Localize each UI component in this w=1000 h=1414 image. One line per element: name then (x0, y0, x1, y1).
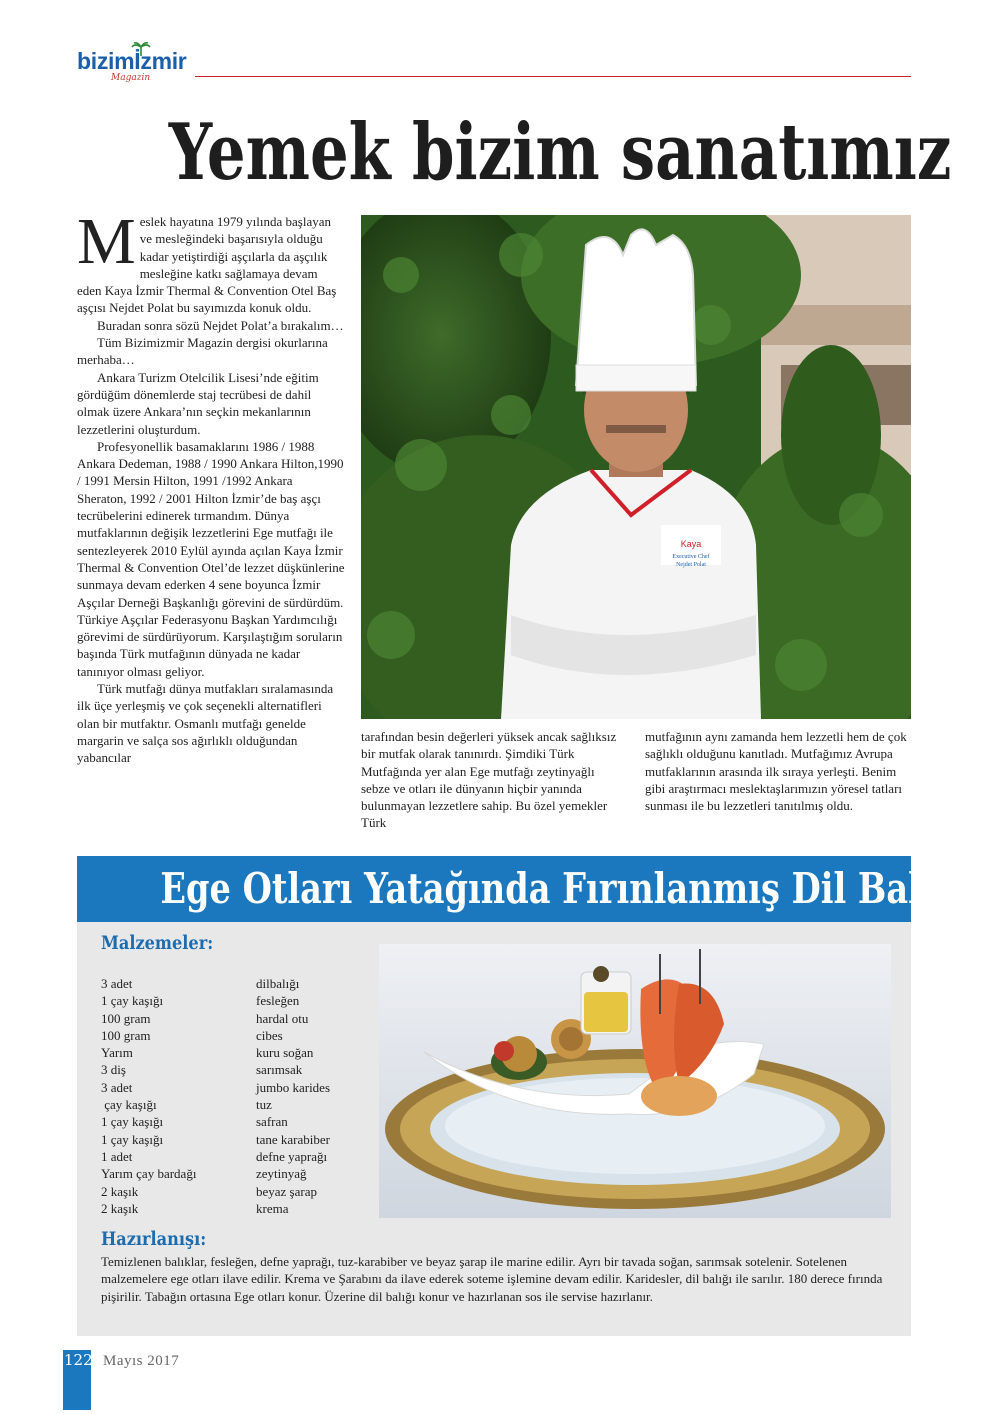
issue-date: Mayıs 2017 (103, 1353, 180, 1369)
ingredient-name: kuru soğan (256, 1045, 314, 1061)
ingredient-name: krema (256, 1200, 289, 1216)
article-paragraph: Tüm Bizimizmir Magazin dergisi okurlarına merhaba… (77, 335, 328, 368)
magazine-logo (77, 48, 197, 88)
ingredient-name: tane karabiber (256, 1131, 330, 1147)
article-paragraph: tarafından besin değerleri yüksek ancak sağlıksız bir mutfak olarak tanınırdı. Şimdiki Türk Mutfağında yer alan Ege mutfağı zeytinyağlı sebze ve otları ile dünyanın hiçbir yanında bulunmayan lezzetlere sahip. Bu özel yemekler Türk (361, 729, 617, 831)
article-column-right (645, 728, 911, 814)
page-number: 122 (64, 1351, 93, 1369)
logo-brand-text: bizimİzmir (77, 48, 187, 74)
article-paragraph: Meslek hayatına 1979 yılında başlayan ve mesleğindeki başarısıyla olduğu kadar yetiştirdiği aşçılarla da aşçılık mesleğine katkı sağlamaya devam eden Kaya İzmir Thermal & Convention Otel Baş aşçısı Nejdet Polat bu sayımızda konuk oldu. (77, 205, 337, 316)
ingredient-quantity: çay kaşığı (101, 1097, 157, 1113)
header-rule (195, 76, 911, 77)
ingredient-name: beyaz şarap (256, 1183, 317, 1199)
ingredient-quantities (101, 975, 251, 1217)
ingredient-quantity: Yarım (101, 1045, 133, 1061)
ingredient-quantity: 2 kaşık (101, 1200, 139, 1216)
ingredient-quantity: 3 adet (101, 976, 133, 991)
preparation-heading: Hazırlanışı: (101, 1228, 207, 1250)
ingredient-name: fesleğen (256, 993, 300, 1009)
chef-photo (361, 215, 911, 719)
ingredient-name: dilbalığı (256, 976, 300, 991)
ingredient-quantity: 1 çay kaşığı (101, 993, 164, 1009)
svg-text:Kaya: Kaya (680, 539, 702, 549)
article-paragraph: mutfağının aynı zamanda hem lezzetli hem de çok sağlıklı olduğunu kanıtladı. Mutfağımız Avrupa mutfaklarının arasında ilk sıraya yerleşti. Benim gibi araştırmacı meslektaşlarımızın yöresel tatları sunması ile bu lezzetleri tanıtılmış oldu. (645, 729, 907, 814)
article-title: Yemek bizim sanatımız (168, 107, 952, 198)
ingredient-name: hardal otu (256, 1010, 309, 1026)
ingredient-name: tuz (256, 1097, 272, 1113)
recipe-title: Ege Otları Yatağında Fırınlanmış Dil Balığı (160, 864, 970, 913)
ingredient-name: defne yaprağı (256, 1148, 328, 1164)
article-column-middle (361, 728, 621, 832)
ingredient-quantity: 1 adet (101, 1148, 133, 1164)
preparation-text: Temizlenen balıklar, fesleğen, defne yaprağı, tuz-karabiber ve beyaz şarap ile marine edilir. Ayrı bir tavada soğan, sarımsak sotelenir. Sotelenen malzemelere ege otları ilave edilir. Krema ve Şarabını da ilave ederek soteme işlemine devam edilir. Karidesler, dil balığı ile sarılır. 180 derece fırında pişirilir. Tabağın ortasına Ege otları konur. Üzerine dil balığı konur ve hazırlanan sos ile servise hazırlanır. (101, 1254, 883, 1304)
ingredient-name: cibes (256, 1027, 283, 1043)
ingredient-quantity: 2 kaşık (101, 1183, 139, 1199)
article-paragraph: Türk mutfağı dünya mutfakları sıralamasında ilk üçe yerleşmiş ve çok seçenekli alternatifleri olan bir mutfaktır. Osmanlı mutfağı genelde margarin ve salça sos ağırlıklı olduğundan yabancılar (77, 681, 334, 766)
dish-photo (379, 944, 891, 1218)
ingredient-quantity: 3 adet (101, 1079, 133, 1095)
ingredient-name: jumbo karides (256, 1079, 331, 1095)
drop-cap: M (77, 205, 136, 278)
article-paragraph: Ankara Turizm Otelcilik Lisesi’nde eğitim gördüğüm dönemlerde staj tecrübesi de dahil olmak üzere Ankara’nın seçkin mekanlarının lezzetlerini oluşturdum. (77, 369, 319, 437)
article-column-left (77, 205, 345, 767)
ingredient-names (256, 975, 386, 1217)
svg-text:Nejdet Polat: Nejdet Polat (676, 562, 706, 568)
ingredient-quantity: 100 gram (101, 1010, 151, 1026)
ingredient-quantity: 3 diş (101, 1062, 126, 1078)
ingredient-quantity: Yarım çay bardağı (101, 1166, 197, 1182)
ingredient-name: sarımsak (256, 1062, 303, 1078)
article-paragraph: Buradan sonra sözü Nejdet Polat’a bırakalım… (97, 317, 344, 333)
palm-tree-icon (131, 42, 151, 56)
ingredient-name: zeytinyağ (256, 1166, 307, 1182)
ingredient-quantity: 1 çay kaşığı (101, 1114, 164, 1130)
ingredients-heading: Malzemeler: (101, 932, 214, 954)
ingredient-name: safran (256, 1114, 288, 1130)
logo-sub-text: Magazin (111, 73, 151, 83)
article-paragraph: Profesyonellik basamaklarını 1986 / 1988 Ankara Dedeman, 1988 / 1990 Ankara Hilton,1990 / 1991 Mersin Hilton, 1991 /1992 Ankara Sheraton, 1992 / 2001 Hilton İzmir’de baş aşçı tecrübelerini edinerek tırmandım. Dünya mutfaklarının değişik lezzetlerini Ege mutfağı ile sentezleyerek 2010 Eylül ayında açılan Kaya İzmir Thermal & Convention Otel’de lezzet düşkünlerine sunmaya devam ederken 4 sene boyunca İzmir Aşçılar Derneği Başkanlığı görevini de sürdürdüm. Türkiye Aşçılar Federasyonu Başkan Yardımcılığı görevimi de sürdürüyorum. Karşılaştığım soruların başında Türk mutfağının dünyada ne kadar tanınıyor olması geliyor. (77, 438, 345, 679)
ingredient-quantity: 100 gram (101, 1027, 151, 1043)
svg-text:Executive Chef: Executive Chef (672, 554, 710, 560)
ingredient-quantity: 1 çay kaşığı (101, 1131, 164, 1147)
